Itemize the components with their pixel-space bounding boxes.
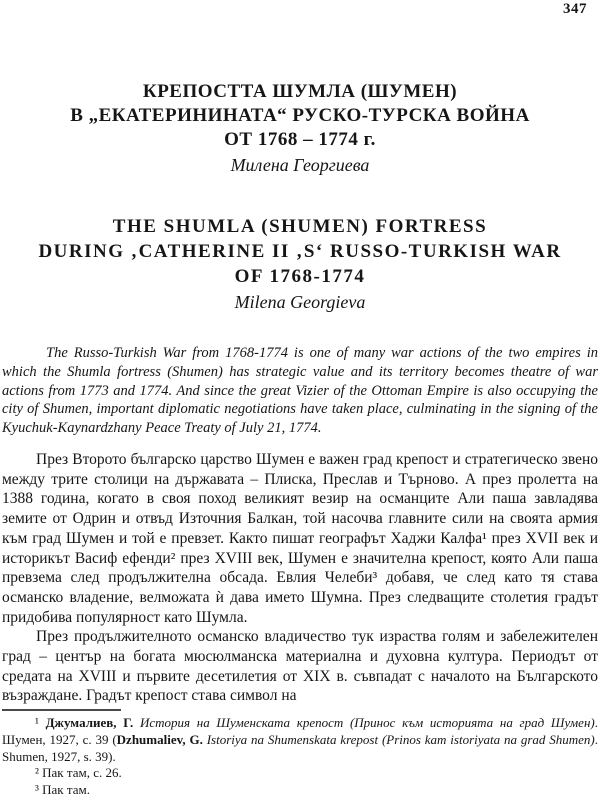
author-name-english: Milena Georgieva xyxy=(234,292,366,312)
body-paragraph-2: През продължителното османско владичество тук израства голям и забележителен град – център на богата мюсюлманска материална и духовна култура. Периодът от средата на XVIII и първите десетилетия от XIX в. съвпадат с началото на Българското възраждане. Градът крепост става символ на xyxy=(2,628,598,705)
footnote-3: ³ Пак там. xyxy=(35,782,90,798)
footnotes-block xyxy=(2,715,598,799)
body-text xyxy=(2,450,598,706)
title-en-line-3: OF 1768-1774 xyxy=(234,266,366,287)
title-en-line-1: THE SHUMLA (SHUMEN) FORTRESS xyxy=(112,216,488,237)
page-number: 347 xyxy=(563,1,587,17)
footnote-separator-rule xyxy=(2,709,121,711)
abstract-paragraph: The Russo-Turkish War from 1768-1774 is one of many war actions of the two empires in which the Shumla fortress (Shumen) has strategic value and its territory becomes theatre of war actions from 1773 and 1774. And since the great Vizier of the Ottoman Empire is also occupying the city of Shumen, important diplomatic negotiations have taken place, culminating in the signing of the Kyuchuk-Kaynardzhany Peace Treaty of July 21, 1774. xyxy=(2,345,598,437)
title-bg-line-1: КРЕПОСТТА ШУМЛА (ШУМЕН) xyxy=(142,81,458,102)
article-title-bulgarian xyxy=(0,80,600,152)
author-name-bulgarian: Милена Георгиева xyxy=(230,155,370,175)
title-en-line-2: DURING ‚CATHERINE II ‚S‘ RUSSO-TURKISH WAR xyxy=(38,241,562,262)
footnote-2: ² Пак там, с. 26. xyxy=(35,765,122,781)
footnote-1: ¹ Джумалиев, Г. История на Шуменската крепост (Принос към историята на град Шумен). Шумен, 1927, с. 39 (Dzhumaliev, G. Istoriya na Shumenskata krepost (Prinos kam istoriyata na grad Shumen). Shumen, 1927, s. 39). xyxy=(2,715,598,764)
title-bg-line-3: ОТ 1768 – 1774 г. xyxy=(224,129,376,150)
body-paragraph-1: През Второто българско царство Шумен е важен град крепост и стратегическо звено между трите столици на държавата – Плиска, Преслав и Търново. А през пролетта на 1388 година, когато в своя поход великият везир на османците Али паша завладява земите от Одрин и отвъд Източния Балкан, той насочва главните сили на своята армия към град Шумен и той е превзет. Както пишат географът Хаджи Калфа¹ през XVII век и историкът Васиф ефенди² през XVIII век, Шумен е значителна крепост, която Али паша превзема след продължителна обсада. Евлия Челеби³ добавя, че след като тя става османско владение, велможата ѝ дава името Шумна. През следващите столетия градът придобива популярност като Шумла. xyxy=(2,451,598,626)
article-title-english xyxy=(0,214,600,289)
title-bg-line-2: В „ЕКАТЕРИНИНАТА“ РУСКО-ТУРСКА ВОЙНА xyxy=(70,105,530,126)
